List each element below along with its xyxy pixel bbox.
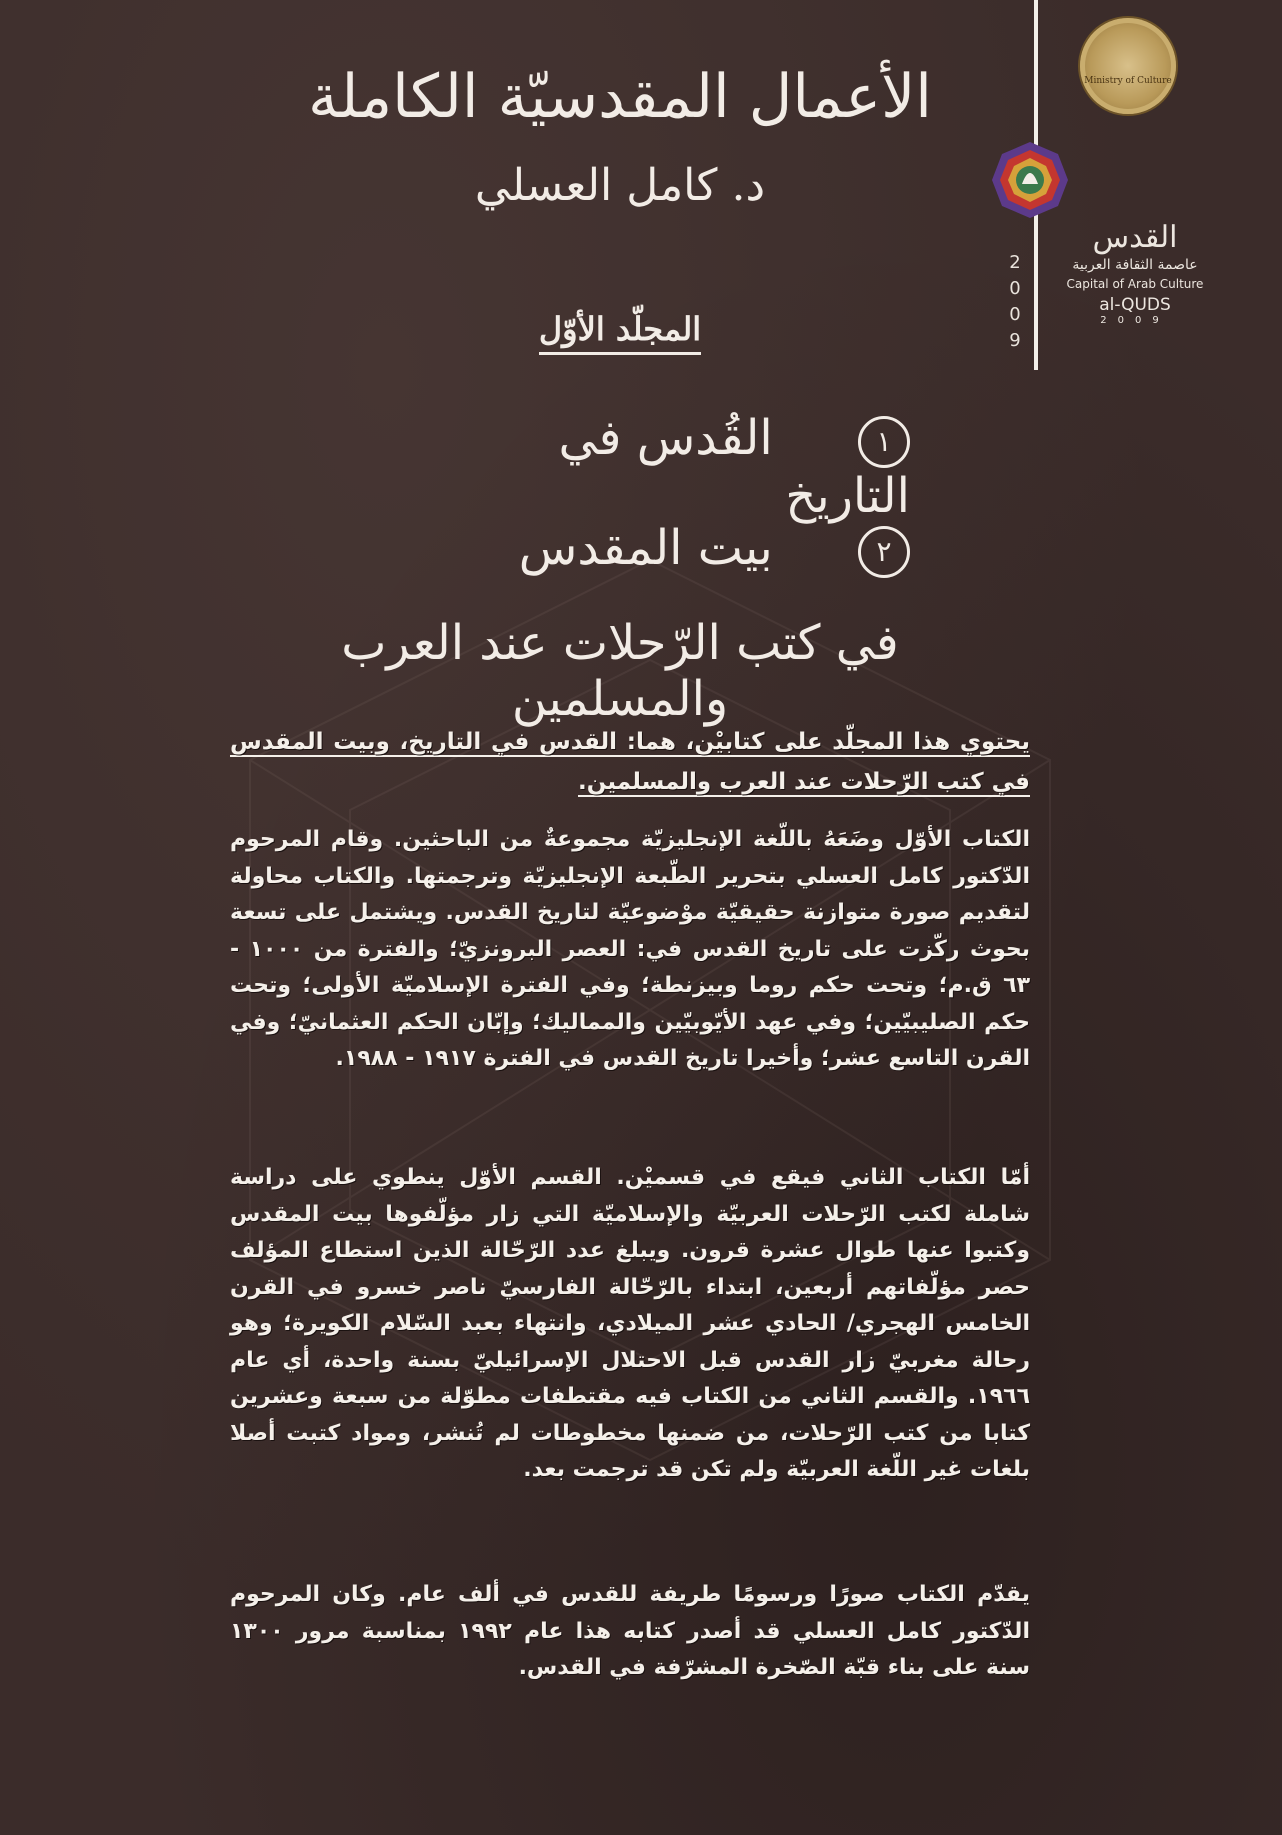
book-title: الأعمال المقدسيّة الكاملة bbox=[308, 62, 932, 132]
quds-capital-logo-icon bbox=[990, 140, 1070, 220]
year-vertical: 2 0 0 9 bbox=[1009, 252, 1021, 351]
description-paragraph-1: الكتاب الأوّل وضَعَهُ باللّغة الإنجليزيّة مجموعةٌ من الباحثين. وقام المرحوم الدّكتور كامل العسلي بتحرير الطّبعة الإنجليزيّة وترجمتها. والكتاب محاولة لتقديم صورة متوازنة حقيقيّة موْضوعيّة لتاريخ القدس. ويشتمل على تسعة بحوث ركّزت على تاريخ القدس في: العصر البرونزيّ؛ والفترة من ١٠٠٠ - ٦٣ ق.م؛ وتحت حكم روما وبيزنطة؛ وفي الفترة الإسلاميّة الأولى؛ وتحت حكم الصليبيّين؛ وفي عهد الأيّوبيّين والمماليك؛ وإبّان الحكم العثمانيّ؛ وفي القرن التاسع عشر؛ وأخيرا تاريخ القدس في الفترة ١٩١٧ - ١٩٨٨. bbox=[230, 827, 1031, 1071]
acc-english-text: Capital of Arab Culture bbox=[1066, 277, 1204, 291]
book-two-subtitle: في كتب الرّحلات عند العرب والمسلمين bbox=[341, 615, 899, 727]
volume-label: المجلّد الأوّل bbox=[440, 310, 800, 348]
arab-culture-capital-block bbox=[1050, 220, 1220, 326]
acc-year-text: 2009 bbox=[1100, 315, 1170, 326]
book-number-badge: ١ bbox=[858, 416, 910, 468]
acc-logo-glyph: القدس bbox=[1092, 220, 1178, 255]
description-paragraph-2: أمّا الكتاب الثاني فيقع في قسميْن. القسم الأوّل ينطوي على دراسة شاملة لكتب الرّحلات العربيّة والإسلاميّة التي زار مؤلّفوها بيت المقدس وكتبوا عنها طوال عشرة قرون. ويبلغ عدد الرّحّالة الذين استطاع المؤلف حصر مؤلّفاتهم أربعين، ابتداء بالرّحّالة الفارسيّ ناصر خسرو في القرن الخامس الهجري/ الحادي عشر الميلادي، وانتهاء بعبد السّلام الكويرة؛ وهو رحالة مغربيّ زار القدس قبل الاحتلال الإسرائيليّ بسنة واحدة، أي عام ١٩٦٦. والقسم الثاني من الكتاب فيه مقتطفات مطوّلة من سبعة وعشرين كتابا من كتب الرّحلات، من ضمنها مخطوطات لم تُنشر، ومواد كتبت أصلا بلغات غير اللّغة العربيّة ولم تكن قد ترجمت بعد. bbox=[230, 1165, 1030, 1482]
description-paragraph-3: يقدّم الكتاب صورًا ورسومًا طريفة للقدس في ألف عام. وكان المرحوم الدّكتور كامل العسلي قد أصدر كتابه هذا عام ١٩٩٢ بمناسبة مرور ١٣٠٠ سنة على بناء قبّة الصّخرة المشرّفة في القدس. bbox=[230, 1582, 1030, 1680]
ministry-of-culture-seal: Ministry of Culture bbox=[1080, 18, 1176, 114]
acc-quds-text: al-QUDS bbox=[1099, 295, 1171, 315]
book-two-title: ٢ بيت المقدس bbox=[460, 520, 910, 578]
book-number-badge: ٢ bbox=[858, 526, 910, 578]
author-name: د. كامل العسلي bbox=[474, 160, 766, 211]
book-one-title: ١ القُدس في التاريخ bbox=[558, 410, 910, 524]
acc-arabic-text: عاصمة الثقافة العربية bbox=[1072, 257, 1198, 273]
intro-paragraph: يحتوي هذا المجلّد على كتابيْن، هما: القدس في التاريخ، وبيت المقدس في كتب الرّحلات عند العرب والمسلمين. bbox=[230, 729, 1030, 795]
